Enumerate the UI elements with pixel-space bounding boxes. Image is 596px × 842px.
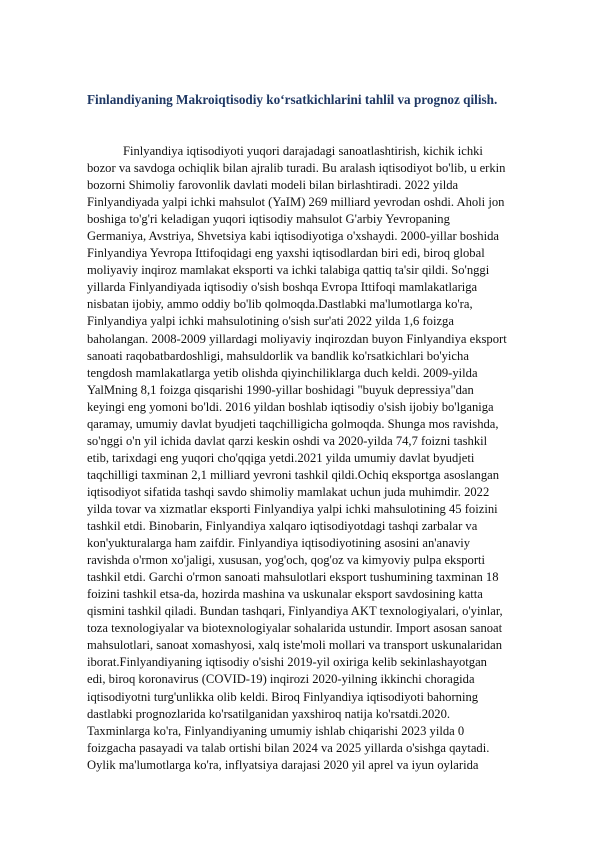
text-line: yillarda Finlyandiyada iqtisodiy o'sish boshqa Evropa Ittifoqi mamlakatlariga — [87, 280, 478, 295]
text-line: edi, biroq koronavirus (COVID-19) inqirozi 2020-yilning ikkinchi choragida — [87, 672, 475, 687]
body-paragraph — [87, 143, 527, 774]
text-line: Finlyandiya Yevropa Ittifoqidagi eng yaxshi iqtisodlardan biri edi, biroq global — [87, 246, 485, 261]
text-line: iqtisodiyot sifatida tashqi savdo shimoliy mamlakat uchun juda muhimdir. 2022 — [87, 484, 490, 499]
text-line: Finlyandiyada yalpi ichki mahsulot (YaIM) 269 milliard yevrodan oshdi. Aholi jon — [87, 195, 505, 210]
text-line: taqchilligi taxminan 2,1 milliard yevroni tashkil qildi.Ochiq eksportga asoslangan — [87, 467, 500, 482]
text-line: YalMning 8,1 foizga qisqarishi 1990-yillar boshidagi "buyuk depressiya"dan — [87, 382, 474, 397]
text-line: Finlyandiya yalpi ichki mahsulotining o'sish sur'ati 2022 yilda 1,6 foizga — [87, 314, 454, 329]
text-line: iqtisodiyotni turg'unlikka olib keldi. Biroq Finlyandiya iqtisodiyoti bahorning — [87, 689, 479, 704]
document-title: Finlandiyaning Makroiqtisodiy ko‘rsatkichlarini tahlil va prognoz qilish. — [87, 92, 498, 107]
text-line: keyingi eng yomoni bo'ldi. 2016 yildan boshlab iqtisodiy o'sish ijobiy bo'lganiga — [87, 399, 494, 414]
text-line: mahsulotlari, sanoat xomashyosi, xalq iste'moli mollari va transport uskunalaridan — [87, 638, 502, 653]
text-line: moliyaviy inqiroz mamlakat eksporti va ichki talabiga qattiq ta'sir qildi. So'nggi — [87, 263, 490, 278]
text-line: tashkil etdi. Garchi o'rmon sanoati mahsulotlari eksport tushumining taxminan 18 — [87, 570, 499, 585]
text-line: Oylik ma'lumotlarga ko'ra, inflyatsiya darajasi 2020 yil aprel va iyun oylarida — [87, 757, 479, 772]
text-line: yilda tovar va xizmatlar eksporti Finlyandiya yalpi ichki mahsulotining 45 foizini — [87, 501, 498, 516]
text-line: bozor va savdoga ochiqlik bilan ajralib turadi. Bu aralash iqtisodiyot bo'lib, u erkin — [87, 161, 506, 176]
text-line: sanoati raqobatbardoshligi, mahsuldorlik va bandlik ko'rsatkichlari bo'yicha — [87, 348, 469, 363]
text-line: etib, tarixdagi eng yuqori cho'qqiga yetdi.2021 yilda umumiy davlat byudjeti — [87, 450, 475, 465]
text-line: ravishda o'rmon xo'jaligi, xususan, yog'och, qog'oz va kimyoviy pulpa eksporti — [87, 553, 486, 568]
text-line: nisbatan ijobiy, ammo oddiy bo'lib qolmoqda.Dastlabki ma'lumotlarga ko'ra, — [87, 297, 473, 312]
text-line: qaramay, umumiy davlat byudjeti taqchilligicha golmoqda. Shunga mos ravishda, — [87, 416, 499, 431]
text-line: dastlabki prognozlarida ko'rsatilganidan yaxshiroq natija ko'rsatdi.2020. — [87, 706, 451, 721]
text-line: so'nggi o'n yil ichida davlat qarzi keskin oshdi va 2020-yilda 74,7 foizni tashkil — [87, 433, 488, 448]
text-line: baholangan. 2008-2009 yillardagi moliyaviy inqirozdan buyon Finlyandiya eksport — [87, 331, 507, 346]
text-line: Finlyandiya iqtisodiyoti yuqori darajadagi sanoatlashtirish, kichik ichki — [123, 144, 483, 158]
text-line: Germaniya, Avstriya, Shvetsiya kabi iqtisodiyotiga o'xshaydi. 2000-yillar boshida — [87, 229, 499, 244]
text-line: qismini tashkil qiladi. Bundan tashqari, Finlyandiya AKT texnologiyalari, o'yinlar, — [87, 604, 503, 619]
text-line: boshiga to'g'ri keladigan yuqori iqtisodiy mahsulot G'arbiy Yevropaning — [87, 212, 450, 227]
text-line: bozorni Shimoliy farovonlik davlati modeli bilan birlashtiradi. 2022 yilda — [87, 178, 459, 193]
text-line: toza texnologiyalar va biotexnologiyalar sohalarida ustundir. Import asosan sanoat — [87, 621, 503, 636]
text-line: tengdosh mamlakatlarga yetib olishda qiyinchiliklarga duch keldi. 2009-yilda — [87, 365, 478, 380]
text-line: foizini tashkil etsa-da, hozirda mashina va uskunalar eksport savdosining katta — [87, 587, 483, 602]
text-line: tashkil etdi. Binobarin, Finlyandiya xalqaro iqtisodiyotdagi tashqi zarbalar va — [87, 519, 478, 534]
text-line: iborat.Finlyandiyaning iqtisodiy o'sishi 2019-yil oxiriga kelib sekinlashayotgan — [87, 655, 487, 670]
text-line: kon'yukturalarga ham zaifdir. Finlyandiya iqtisodiyotining asosini an'anaviy — [87, 536, 471, 551]
text-line: foizgacha pasayadi va talab ortishi bilan 2024 va 2025 yillarda o'sishga qaytadi. — [87, 740, 490, 755]
text-line: Taxminlarga ko'ra, Finlyandiyaning umumiy ishlab chiqarishi 2023 yilda 0 — [87, 723, 465, 738]
